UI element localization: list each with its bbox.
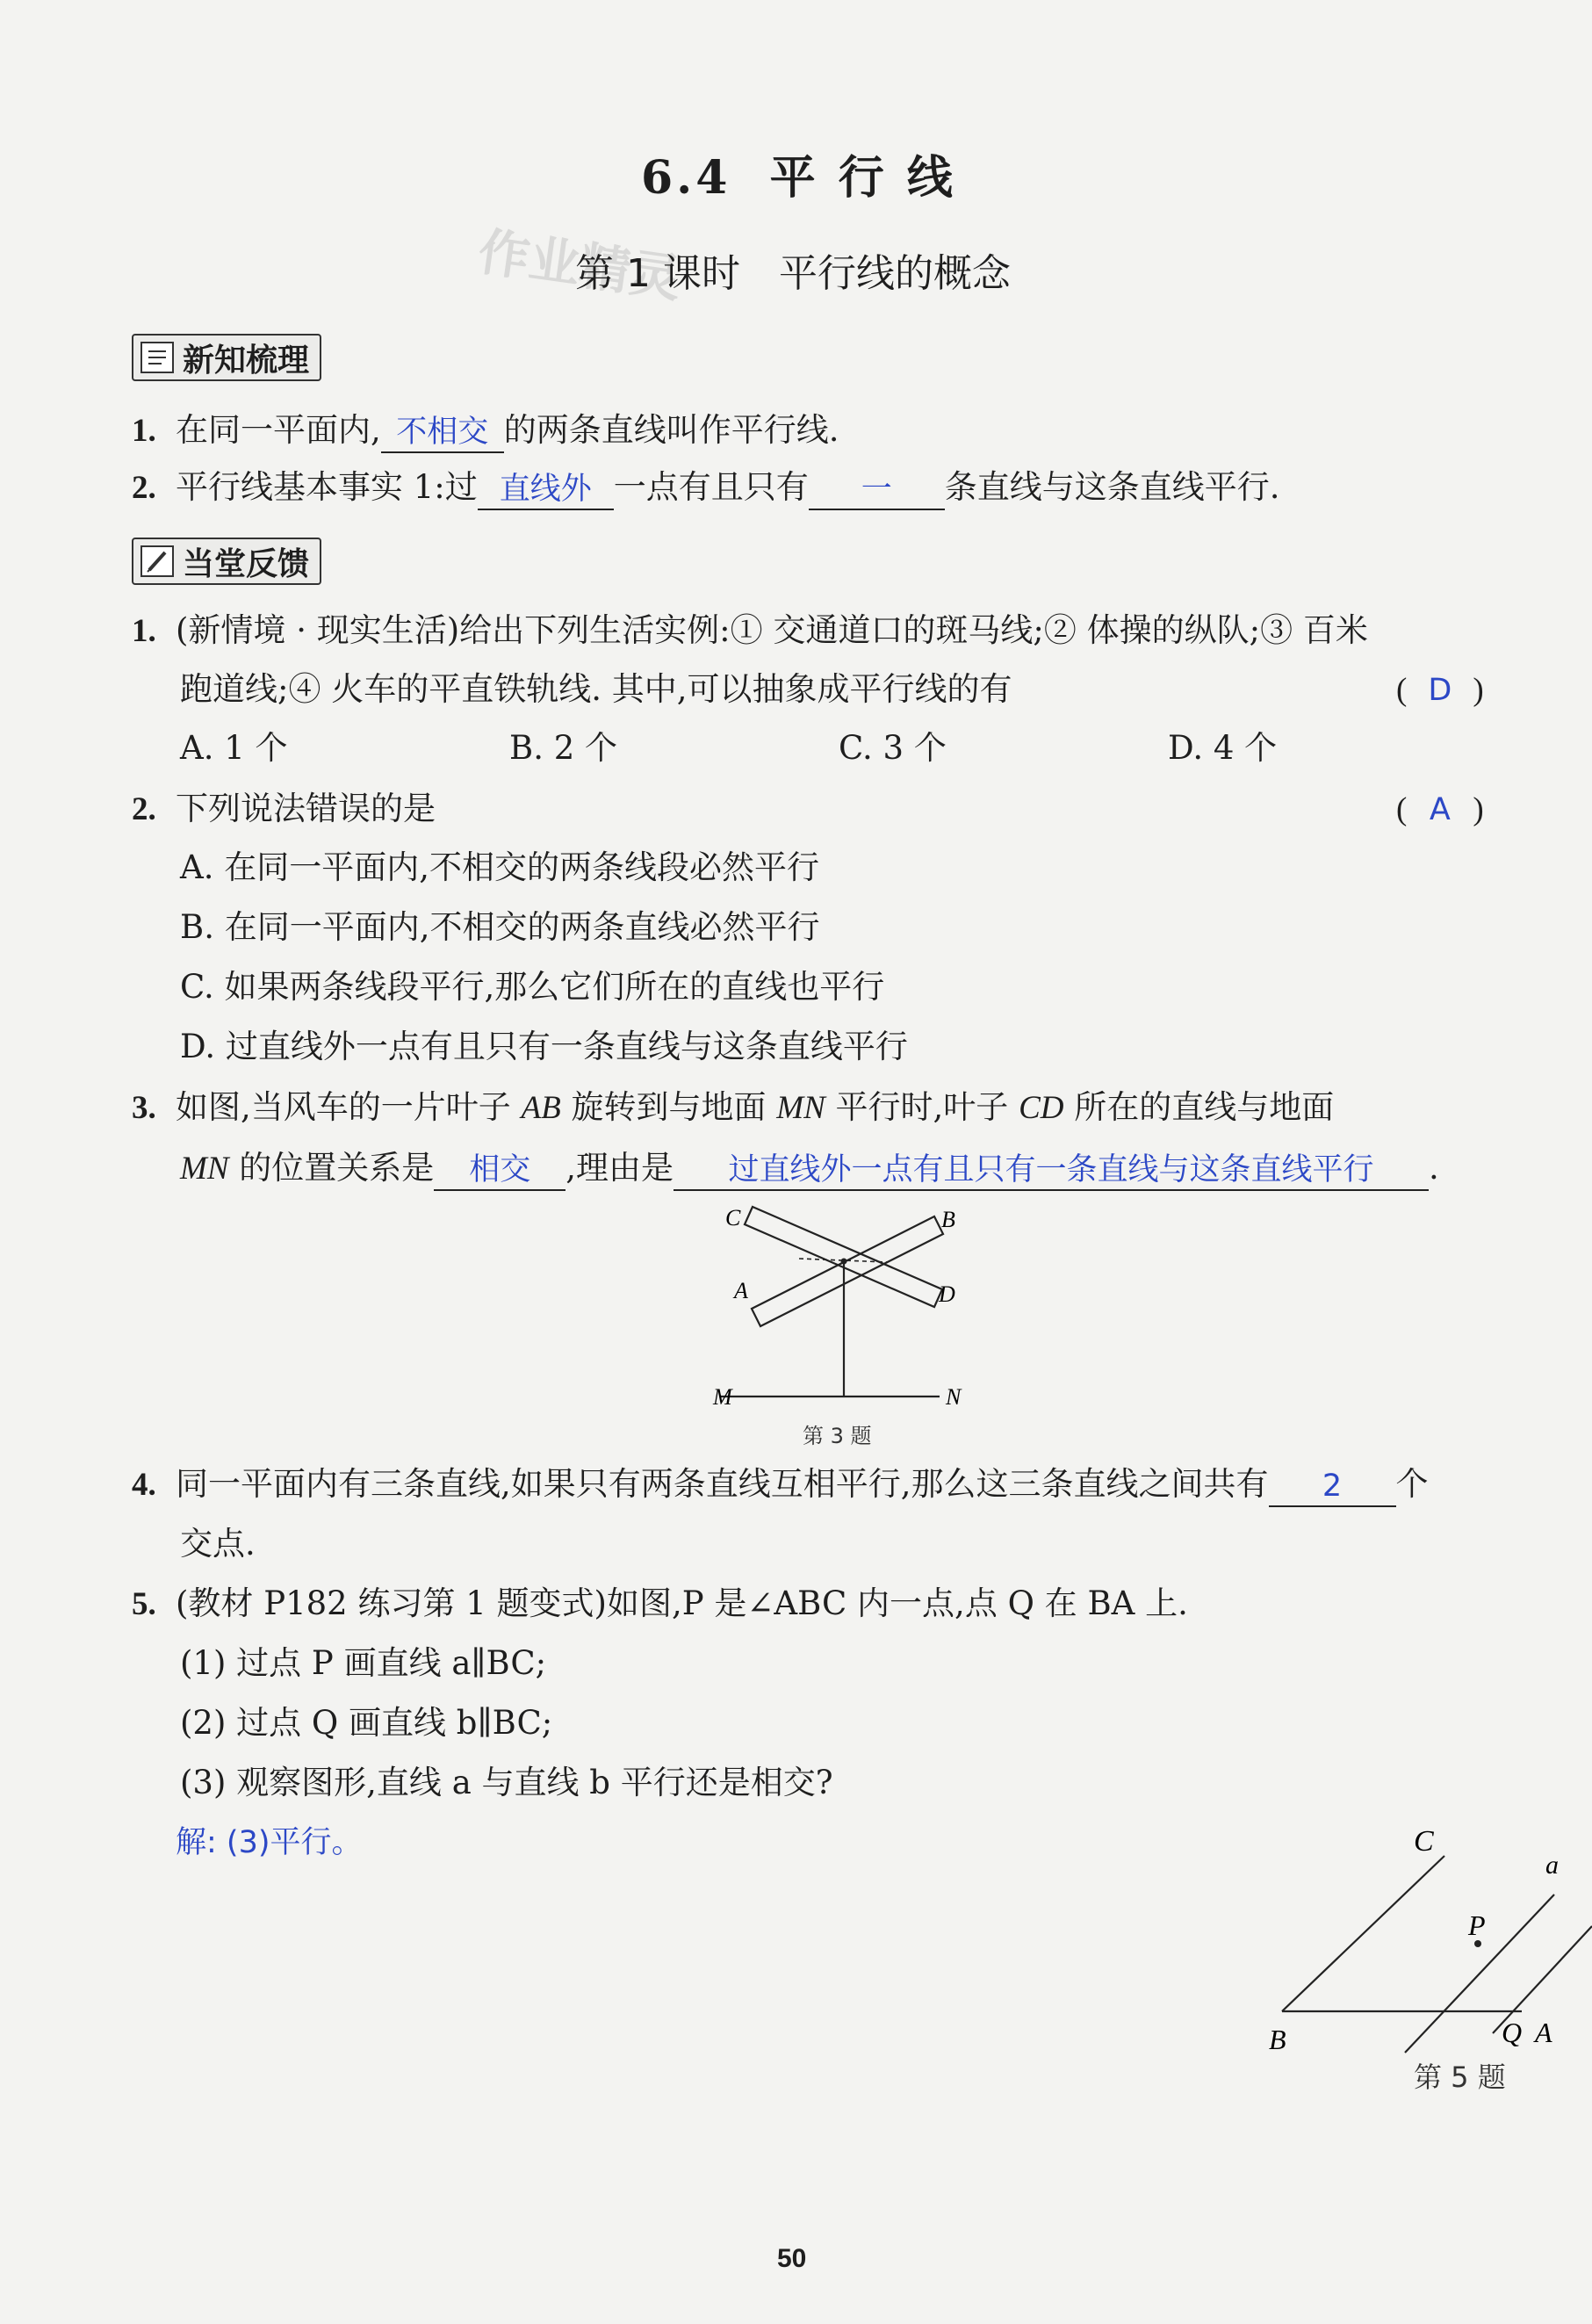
question-text: 同一平面内有三条直线,如果只有两条直线互相平行,那么这三条直线之间共有 bbox=[176, 1465, 1269, 1503]
question-text: 条直线与这条直线平行. bbox=[944, 468, 1280, 506]
question-number: 2. bbox=[132, 470, 156, 506]
q5-sub3: (3) 观察图形,直线 a 与直线 b 平行还是相交? bbox=[180, 1764, 833, 1801]
math-var: AB bbox=[521, 1090, 561, 1126]
question-text: 所在的直线与地面 bbox=[1063, 1088, 1335, 1126]
question-number: 2. bbox=[132, 791, 156, 827]
question-text: 如图,当风车的一片叶子 bbox=[176, 1088, 522, 1126]
feedback-q1-line1 bbox=[132, 609, 1368, 653]
q2-option-d: D. 过直线外一点有且只有一条直线与这条直线平行 bbox=[180, 1028, 908, 1065]
section-label-text: 当堂反馈 bbox=[183, 545, 310, 582]
section-title: 6.4 平 行 线 bbox=[641, 151, 956, 205]
question-text: (新情境 · 现实生活)给出下列生活实例:① 交通道口的斑马线;② 体操的纵队;③ 百米 bbox=[176, 611, 1368, 649]
q1-option-b: B. 2 个 bbox=[509, 729, 618, 767]
label-q: Q bbox=[1502, 2017, 1523, 2048]
answer-blank: 直线外 bbox=[478, 470, 614, 510]
answer-choice: D bbox=[1428, 673, 1452, 708]
question-text: 的位置关系是 bbox=[228, 1149, 435, 1187]
feedback-q3-line2 bbox=[180, 1146, 1439, 1191]
label-a: A bbox=[1535, 2017, 1552, 2048]
question-text: 平行线基本事实 1:过 bbox=[176, 468, 478, 506]
answer-blank: 2 bbox=[1269, 1467, 1396, 1507]
question-text: ,理由是 bbox=[565, 1149, 674, 1187]
math-var: MN bbox=[180, 1151, 229, 1187]
knowledge-q2 bbox=[132, 466, 1280, 510]
label-b: B bbox=[1269, 2024, 1286, 2055]
question-text: (教材 P182 练习第 1 题变式)如图,P 是∠ABC 内一点,点 Q 在 BA 上. bbox=[176, 1584, 1188, 1622]
feedback-q4-line2: 交点. bbox=[180, 1525, 256, 1563]
q5-solution: 解: (3)平行。 bbox=[176, 1825, 363, 1860]
answer-blank: 不相交 bbox=[381, 413, 504, 453]
pencil-icon bbox=[140, 545, 174, 577]
angle-figure bbox=[1269, 1822, 1592, 2086]
question-text: 的两条直线叫作平行线. bbox=[503, 411, 839, 449]
question-number: 5. bbox=[132, 1586, 156, 1622]
figure-3-caption: 第 3 题 bbox=[803, 1424, 872, 1448]
q2-option-c: C. 如果两条线段平行,那么它们所在的直线也平行 bbox=[180, 968, 885, 1006]
q1-option-c: C. 3 个 bbox=[839, 729, 947, 767]
label-a: A bbox=[734, 1278, 748, 1303]
question-text: 在同一平面内, bbox=[176, 411, 381, 449]
answer-blank: 一 bbox=[809, 470, 945, 510]
q1-option-d: D. 4 个 bbox=[1168, 729, 1278, 767]
question-number: 1. bbox=[132, 413, 156, 449]
question-number: 4. bbox=[132, 1467, 156, 1503]
q1-answer-paren: ( D ) bbox=[1396, 668, 1484, 712]
figure-5-caption: 第 5 题 bbox=[1414, 2061, 1506, 2094]
q1-option-a: A. 1 个 bbox=[180, 729, 288, 767]
question-text: 旋转到与地面 bbox=[560, 1088, 777, 1126]
label-c: C bbox=[725, 1205, 741, 1231]
question-text: . bbox=[1429, 1149, 1439, 1187]
q2-option-a: A. 在同一平面内,不相交的两条线段必然平行 bbox=[180, 848, 820, 886]
label-c: C bbox=[1414, 1825, 1434, 1858]
book-icon bbox=[140, 342, 174, 373]
question-number: 1. bbox=[132, 613, 156, 649]
q2-answer-paren: ( A ) bbox=[1396, 787, 1484, 832]
q5-sub1: (1) 过点 P 画直线 a∥BC; bbox=[180, 1644, 547, 1682]
question-text: 下列说法错误的是 bbox=[176, 790, 436, 827]
page-number: 50 bbox=[777, 2244, 807, 2273]
label-n: N bbox=[946, 1384, 962, 1410]
feedback-q4-line1 bbox=[132, 1462, 1429, 1507]
q5-sub2: (2) 过点 Q 画直线 b∥BC; bbox=[180, 1704, 553, 1742]
question-text: 一点有且只有 bbox=[613, 468, 809, 506]
label-p: P bbox=[1468, 1909, 1486, 1941]
windmill-figure bbox=[667, 1199, 1019, 1454]
label-b: B bbox=[941, 1207, 955, 1232]
answer-blank: 相交 bbox=[434, 1151, 565, 1191]
label-m: M bbox=[713, 1384, 732, 1410]
q2-option-b: B. 在同一平面内,不相交的两条直线必然平行 bbox=[180, 908, 820, 946]
section-label-feedback bbox=[132, 538, 321, 585]
math-var: MN bbox=[776, 1090, 825, 1126]
section-label-new-knowledge bbox=[132, 334, 321, 381]
feedback-q1-line2: 跑道线;④ 火车的平直铁轨线. 其中,可以抽象成平行线的有 bbox=[180, 670, 1012, 708]
label-a-line: a bbox=[1545, 1851, 1559, 1880]
section-label-text: 新知梳理 bbox=[183, 342, 310, 379]
feedback-q3-line1 bbox=[132, 1086, 1334, 1130]
answer-blank: 过直线外一点有且只有一条直线与这条直线平行 bbox=[674, 1151, 1429, 1191]
question-text: 个 bbox=[1395, 1465, 1429, 1503]
feedback-q2-stem bbox=[132, 787, 436, 832]
label-d: D bbox=[939, 1281, 955, 1307]
lesson-title: 第 1 课时 平行线的概念 bbox=[575, 251, 1011, 296]
math-var: CD bbox=[1019, 1090, 1064, 1126]
question-number: 3. bbox=[132, 1090, 156, 1126]
watermark: 作业精灵 bbox=[474, 221, 685, 309]
knowledge-q1 bbox=[132, 408, 839, 453]
feedback-q5-line1 bbox=[132, 1582, 1188, 1627]
answer-choice: A bbox=[1429, 792, 1451, 827]
question-text: 平行时,叶子 bbox=[825, 1088, 1019, 1126]
